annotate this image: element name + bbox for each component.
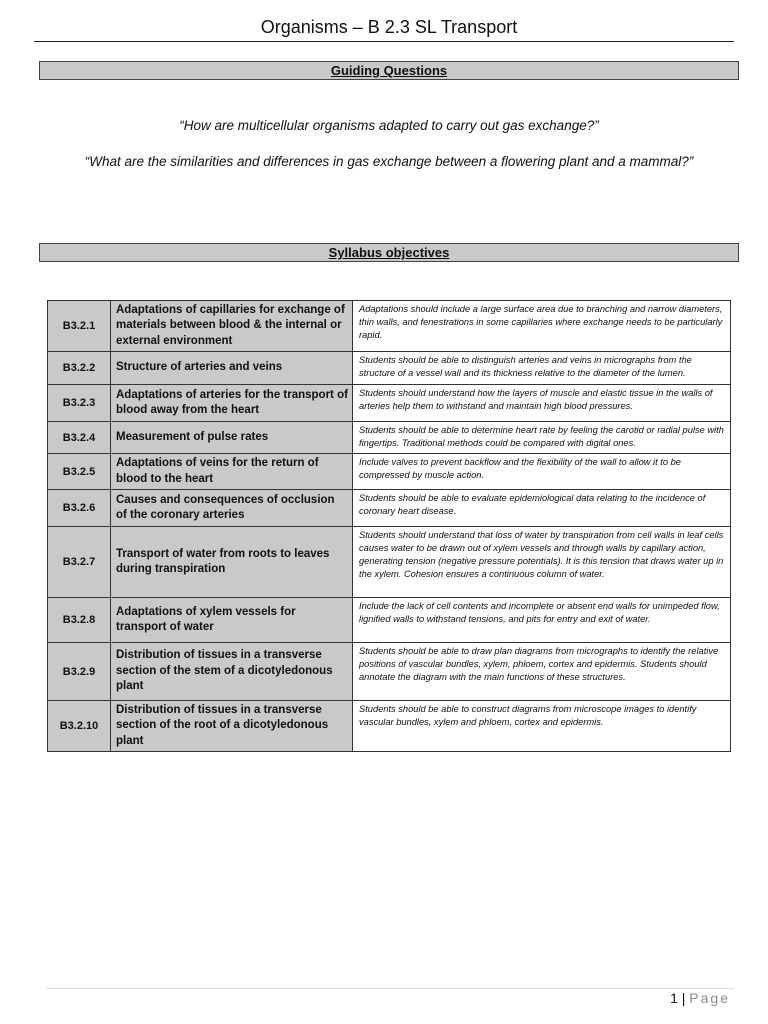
objective-description: Students should be able to distinguish arteries and veins in micrographs from the structure of a vessel wall and its thickness relative to the diameter of the lumen. (353, 352, 731, 385)
objective-topic: Measurement of pulse rates (111, 422, 353, 454)
syllabus-objectives-label: Syllabus objectives (328, 245, 450, 260)
guiding-questions-heading (39, 61, 739, 80)
table-row (48, 701, 731, 752)
table-row (48, 598, 731, 643)
objective-description: Students should understand how the layers of muscle and elastic tissue in the walls of arteries help them to withstand and maintain high blood pressures. (353, 385, 731, 422)
objective-description: Adaptations should include a large surface area due to branching and narrow diameters, thin walls, and fenestrations in some capillaries where exchange needs to be particularly rapid. (353, 301, 731, 352)
objective-description: Students should be able to draw plan diagrams from micrographs to identify the relative positions of vascular bundles, xylem, phloem, cortex and epidermis. Students should annotate the diagram with the main functions of these structures. (353, 643, 731, 701)
table-row (48, 490, 731, 527)
syllabus-objectives-heading (39, 243, 739, 262)
objective-topic: Adaptations of arteries for the transport of blood away from the heart (111, 385, 353, 422)
objective-code: B3.2.2 (48, 352, 111, 385)
objective-topic: Adaptations of capillaries for exchange of materials between blood & the internal or external environment (111, 301, 353, 352)
objective-code: B3.2.8 (48, 598, 111, 643)
page-title: Organisms – B 2.3 SL Transport (260, 17, 518, 37)
table-row (48, 301, 731, 352)
objective-description: Include valves to prevent backflow and the flexibility of the wall to allow it to be compressed by muscle action. (353, 454, 731, 490)
objective-code: B3.2.1 (48, 301, 111, 352)
objective-topic: Adaptations of xylem vessels for transport of water (111, 598, 353, 643)
syllabus-table (47, 300, 731, 752)
footer-divider (46, 988, 734, 989)
objective-topic: Distribution of tissues in a transverse section of the stem of a dicotyledonous plant (111, 643, 353, 701)
page-label: Page (689, 990, 730, 1006)
table-row (48, 643, 731, 701)
table-row (48, 352, 731, 385)
table-row (48, 385, 731, 422)
objective-topic: Causes and consequences of occlusion of the coronary arteries (111, 490, 353, 527)
objective-description: Include the lack of cell contents and incomplete or absent end walls for unimpeded flow, lignified walls to withstand tensions, and pits for entry and exit of water. (353, 598, 731, 643)
objective-topic: Transport of water from roots to leaves during transpiration (111, 527, 353, 598)
objective-topic: Structure of arteries and veins (111, 352, 353, 385)
objective-topic: Adaptations of veins for the return of blood to the heart (111, 454, 353, 490)
page-number: 1 (670, 990, 678, 1006)
header-divider (34, 41, 734, 42)
table-row (48, 527, 731, 598)
guiding-question-1: “How are multicellular organisms adapted to carry out gas exchange?” (179, 118, 599, 133)
guiding-question-2: “What are the similarities and differences in gas exchange between a flowering plant and a mammal?” (84, 154, 694, 169)
objective-description: Students should be able to evaluate epidemiological data relating to the incidence of coronary heart disease. (353, 490, 731, 527)
objective-code: B3.2.3 (48, 385, 111, 422)
objective-description: Students should be able to determine heart rate by feeling the carotid or radial pulse with fingertips. Traditional methods could be compared with digital ones. (353, 422, 731, 454)
objective-code: B3.2.5 (48, 454, 111, 490)
objective-description: Students should understand that loss of water by transpiration from cell walls in leaf cells causes water to be drawn out of xylem vessels and through walls by capillary action, generating tension (negative pressure potentials). It is this tension that draws water up in the xylem. Cohesion ensures a continuous column of water. (353, 527, 731, 598)
objective-description: Students should be able to construct diagrams from microscope images to identify vascular bundles, xylem and phloem, cortex and epidermis. (353, 701, 731, 752)
page-footer (670, 990, 730, 1006)
objective-code: B3.2.9 (48, 643, 111, 701)
guiding-questions-label: Guiding Questions (330, 63, 448, 78)
objective-topic: Distribution of tissues in a transverse section of the root of a dicotyledonous plant (111, 701, 353, 752)
table-row (48, 454, 731, 490)
objective-code: B3.2.4 (48, 422, 111, 454)
page-separator: | (681, 990, 686, 1006)
objective-code: B3.2.6 (48, 490, 111, 527)
table-row (48, 422, 731, 454)
objective-code: B3.2.10 (48, 701, 111, 752)
objective-code: B3.2.7 (48, 527, 111, 598)
